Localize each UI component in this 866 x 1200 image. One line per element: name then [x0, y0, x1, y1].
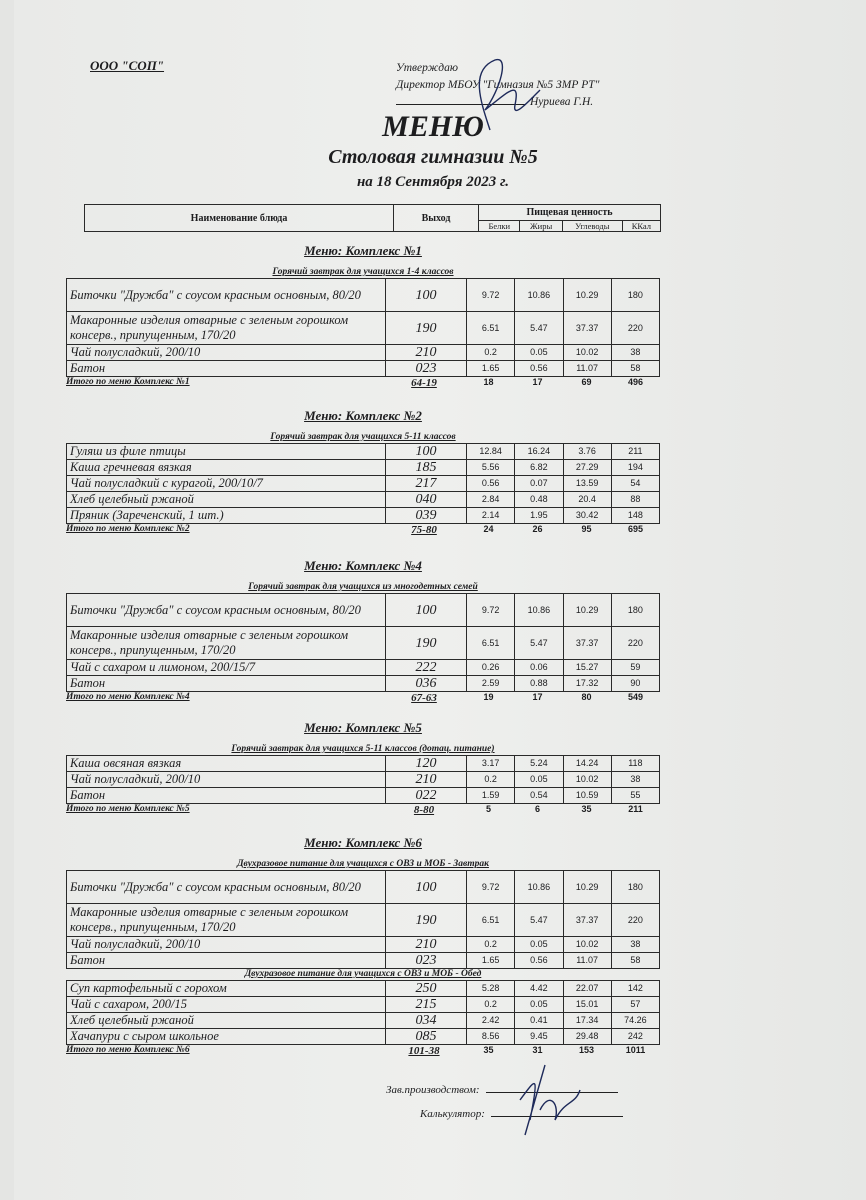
group-subtitle: Горячий завтрак для учащихся 5-11 классов	[270, 432, 456, 442]
kcal: 90	[611, 676, 659, 692]
protein: 0.2	[467, 772, 515, 788]
dish-output: 210	[386, 772, 467, 788]
total-protein: 24	[483, 524, 494, 534]
kcal: 220	[611, 904, 659, 937]
table-row	[67, 460, 660, 476]
protein: 0.2	[467, 997, 515, 1013]
handwritten-signature	[500, 1060, 590, 1140]
total-carbs: 95	[581, 524, 592, 534]
protein: 2.84	[467, 492, 515, 508]
table-row	[67, 981, 660, 997]
kcal: 38	[611, 772, 659, 788]
menu-section	[66, 243, 660, 391]
menu-table	[66, 593, 660, 692]
kcal: 59	[611, 660, 659, 676]
dish-name: Биточки "Дружба" с соусом красным основным, 80/20	[67, 594, 386, 627]
total-protein: 5	[485, 804, 491, 814]
menu-table	[66, 443, 660, 524]
dish-name: Каша гречневая вязкая	[67, 460, 386, 476]
section-total	[66, 377, 660, 391]
protein: 5.56	[467, 460, 515, 476]
group-subtitle: Горячий завтрак для учащихся из многодетных семей	[248, 582, 478, 592]
kcal: 58	[611, 953, 659, 969]
group-subtitle: Горячий завтрак для учащихся 5-11 классов (дотац. питание)	[231, 744, 495, 754]
dish-output: 100	[386, 444, 467, 460]
director-name: Нуриева Г.Н.	[530, 96, 594, 108]
fat: 0.54	[515, 788, 563, 804]
menu-section	[66, 835, 660, 1059]
total-output: 101-38	[408, 1045, 440, 1057]
protein: 6.51	[467, 312, 515, 345]
col-nutrition: Пищевая ценность	[479, 205, 661, 221]
fat: 10.86	[515, 594, 563, 627]
approval-label: Утверждаю	[396, 62, 458, 74]
fat: 0.56	[515, 361, 563, 377]
table-row	[67, 345, 660, 361]
table-row	[67, 660, 660, 676]
carbs: 37.37	[563, 904, 611, 937]
fat: 0.48	[515, 492, 563, 508]
table-row	[67, 508, 660, 524]
section-title: Меню: Комплекс №5	[304, 720, 422, 735]
dish-output: 190	[386, 904, 467, 937]
table-row	[67, 772, 660, 788]
total-label: Итого по меню Комплекс №4	[66, 692, 190, 702]
kcal: 54	[611, 476, 659, 492]
col-name: Наименование блюда	[85, 205, 394, 232]
table-row	[67, 279, 660, 312]
table-row	[67, 871, 660, 904]
total-fat: 6	[534, 804, 540, 814]
dish-name: Макаронные изделия отварные с зеленым горошком консерв., припущенным, 170/20	[67, 904, 386, 937]
dish-name: Гуляш из филе птицы	[67, 444, 386, 460]
protein: 6.51	[467, 904, 515, 937]
carbs: 13.59	[563, 476, 611, 492]
total-carbs: 35	[581, 804, 592, 814]
kcal: 88	[611, 492, 659, 508]
total-label: Итого по меню Комплекс №1	[66, 377, 190, 387]
total-protein: 19	[483, 692, 494, 702]
menu-section	[66, 558, 660, 706]
table-row	[67, 904, 660, 937]
total-kcal: 695	[627, 524, 644, 534]
total-fat: 26	[532, 524, 543, 534]
dish-output: 250	[386, 981, 467, 997]
carbs: 10.29	[563, 279, 611, 312]
fat: 0.07	[515, 476, 563, 492]
dish-output: 210	[386, 937, 467, 953]
dish-name: Хлеб целебный ржаной	[67, 492, 386, 508]
carbs: 30.42	[563, 508, 611, 524]
dish-name: Батон	[67, 788, 386, 804]
total-kcal: 496	[627, 377, 644, 387]
table-row	[67, 788, 660, 804]
kcal: 211	[611, 444, 659, 460]
fat: 0.41	[515, 1013, 563, 1029]
dish-output: 100	[386, 279, 467, 312]
dish-output: 023	[386, 361, 467, 377]
dish-name: Чай полусладкий с курагой, 200/10/7	[67, 476, 386, 492]
total-output: 8-80	[413, 804, 435, 816]
total-label: Итого по меню Комплекс №2	[66, 524, 190, 534]
carbs: 10.02	[563, 345, 611, 361]
dish-output: 040	[386, 492, 467, 508]
carbs: 10.29	[563, 594, 611, 627]
total-protein: 35	[483, 1045, 494, 1055]
total-output: 67-63	[411, 692, 437, 704]
carbs: 14.24	[563, 756, 611, 772]
kcal: 38	[611, 937, 659, 953]
dish-name: Биточки "Дружба" с соусом красным основным, 80/20	[67, 279, 386, 312]
table-row	[67, 937, 660, 953]
kcal: 180	[611, 594, 659, 627]
fat: 0.88	[515, 676, 563, 692]
menu-section	[66, 408, 660, 538]
col-carbs: Углеводы	[562, 221, 622, 232]
dish-output: 036	[386, 676, 467, 692]
table-row	[67, 997, 660, 1013]
protein: 12.84	[467, 444, 515, 460]
kcal: 74.26	[611, 1013, 659, 1029]
dish-name: Чай полусладкий, 200/10	[67, 772, 386, 788]
section-total	[66, 524, 660, 538]
fat: 0.05	[515, 345, 563, 361]
kcal: 242	[611, 1029, 659, 1045]
dish-name: Хлеб целебный ржаной	[67, 1013, 386, 1029]
dish-output: 222	[386, 660, 467, 676]
col-fat: Жиры	[520, 221, 562, 232]
dish-output: 185	[386, 460, 467, 476]
dish-output: 100	[386, 594, 467, 627]
dish-output: 100	[386, 871, 467, 904]
protein: 0.2	[467, 345, 515, 361]
kcal: 38	[611, 345, 659, 361]
fat: 0.06	[515, 660, 563, 676]
fat: 16.24	[515, 444, 563, 460]
fat: 9.45	[515, 1029, 563, 1045]
total-kcal: 1011	[625, 1045, 646, 1055]
total-carbs: 153	[578, 1045, 595, 1055]
carbs: 17.32	[563, 676, 611, 692]
dish-name: Каша овсяная вязкая	[67, 756, 386, 772]
table-row	[67, 953, 660, 969]
dish-name: Макаронные изделия отварные с зеленым горошком консерв., припущенным, 170/20	[67, 627, 386, 660]
total-protein: 18	[483, 377, 494, 387]
section-title: Меню: Комплекс №2	[304, 408, 422, 423]
total-fat: 17	[532, 377, 543, 387]
kcal: 142	[611, 981, 659, 997]
carbs: 10.02	[563, 772, 611, 788]
carbs: 10.02	[563, 937, 611, 953]
col-kcal: ККал	[622, 221, 660, 232]
protein: 9.72	[467, 871, 515, 904]
total-carbs: 80	[581, 692, 592, 702]
kcal: 148	[611, 508, 659, 524]
fat: 5.47	[515, 627, 563, 660]
dish-output: 210	[386, 345, 467, 361]
carbs: 37.37	[563, 312, 611, 345]
protein: 0.56	[467, 476, 515, 492]
dish-name: Чай полусладкий, 200/10	[67, 937, 386, 953]
menu-table	[66, 755, 660, 804]
protein: 0.26	[467, 660, 515, 676]
carbs: 37.37	[563, 627, 611, 660]
total-output: 75-80	[411, 524, 437, 536]
section-title: Меню: Комплекс №1	[304, 243, 422, 258]
menu-table	[66, 980, 660, 1045]
organization-name: ООО "СОП"	[90, 58, 165, 73]
section-total	[66, 692, 660, 706]
dish-name: Макаронные изделия отварные с зеленым горошком консерв., припущенным, 170/20	[67, 312, 386, 345]
total-label: Итого по меню Комплекс №5	[66, 804, 190, 814]
total-output: 64-19	[411, 377, 437, 389]
protein: 2.42	[467, 1013, 515, 1029]
dish-name: Батон	[67, 361, 386, 377]
protein: 0.2	[467, 937, 515, 953]
table-row	[67, 1013, 660, 1029]
protein: 6.51	[467, 627, 515, 660]
menu-date: на 18 Сентября 2023 г.	[356, 174, 510, 190]
dish-name: Пряник (Зареченский, 1 шт.)	[67, 508, 386, 524]
dish-name: Батон	[67, 676, 386, 692]
protein: 9.72	[467, 594, 515, 627]
dish-output: 190	[386, 627, 467, 660]
dish-output: 085	[386, 1029, 467, 1045]
table-row	[67, 756, 660, 772]
fat: 5.47	[515, 312, 563, 345]
kcal: 220	[611, 312, 659, 345]
dish-output: 023	[386, 953, 467, 969]
column-header-table	[84, 204, 661, 232]
dish-output: 034	[386, 1013, 467, 1029]
menu-table	[66, 870, 660, 969]
kcal: 180	[611, 279, 659, 312]
carbs: 20.4	[563, 492, 611, 508]
kcal: 180	[611, 871, 659, 904]
protein: 1.59	[467, 788, 515, 804]
production-label: Зав.производством:	[386, 1084, 480, 1096]
carbs: 11.07	[563, 953, 611, 969]
carbs: 11.07	[563, 361, 611, 377]
table-row	[67, 312, 660, 345]
carbs: 29.48	[563, 1029, 611, 1045]
table-row	[67, 492, 660, 508]
group-subtitle: Двухразовое питание для учащихся с ОВЗ и МОБ - Завтрак	[237, 859, 489, 869]
kcal: 58	[611, 361, 659, 377]
table-row	[67, 594, 660, 627]
protein: 1.65	[467, 953, 515, 969]
section-total	[66, 804, 660, 818]
section-total	[66, 1045, 660, 1059]
fat: 0.05	[515, 772, 563, 788]
carbs: 3.76	[563, 444, 611, 460]
kcal: 194	[611, 460, 659, 476]
section-title: Меню: Комплекс №6	[304, 835, 422, 850]
fat: 1.95	[515, 508, 563, 524]
fat: 0.05	[515, 997, 563, 1013]
protein: 2.14	[467, 508, 515, 524]
dish-output: 215	[386, 997, 467, 1013]
table-row	[67, 627, 660, 660]
kcal: 118	[611, 756, 659, 772]
menu-table	[66, 278, 660, 377]
protein: 3.17	[467, 756, 515, 772]
fat: 5.24	[515, 756, 563, 772]
menu-section	[66, 720, 660, 818]
fat: 0.05	[515, 937, 563, 953]
approval-director: Директор МБОУ "Гимназия №5 ЗМР РТ"	[396, 79, 600, 91]
carbs: 22.07	[563, 981, 611, 997]
total-fat: 17	[532, 692, 543, 702]
carbs: 17.34	[563, 1013, 611, 1029]
fat: 5.47	[515, 904, 563, 937]
protein: 9.72	[467, 279, 515, 312]
fat: 10.86	[515, 871, 563, 904]
table-row	[67, 1029, 660, 1045]
total-fat: 31	[532, 1045, 543, 1055]
fat: 4.42	[515, 981, 563, 997]
protein: 8.56	[467, 1029, 515, 1045]
fat: 0.56	[515, 953, 563, 969]
dish-name: Чай с сахаром, 200/15	[67, 997, 386, 1013]
page-subtitle: Столовая гимназии №5	[328, 146, 538, 168]
total-carbs: 69	[581, 377, 592, 387]
dish-name: Чай с сахаром и лимоном, 200/15/7	[67, 660, 386, 676]
group-subtitle: Горячий завтрак для учащихся 1-4 классов	[272, 267, 454, 277]
dish-name: Чай полусладкий, 200/10	[67, 345, 386, 361]
col-output: Выход	[394, 205, 479, 232]
dish-name: Батон	[67, 953, 386, 969]
kcal: 55	[611, 788, 659, 804]
total-kcal: 549	[627, 692, 644, 702]
dish-name: Биточки "Дружба" с соусом красным основным, 80/20	[67, 871, 386, 904]
protein: 2.59	[467, 676, 515, 692]
dish-output: 022	[386, 788, 467, 804]
fat: 6.82	[515, 460, 563, 476]
dish-name: Суп картофельный с горохом	[67, 981, 386, 997]
table-row	[67, 361, 660, 377]
section-title: Меню: Комплекс №4	[304, 558, 422, 573]
dish-output: 190	[386, 312, 467, 345]
table-row	[67, 676, 660, 692]
carbs: 15.27	[563, 660, 611, 676]
protein: 5.28	[467, 981, 515, 997]
carbs: 15.01	[563, 997, 611, 1013]
dish-output: 217	[386, 476, 467, 492]
group-subtitle: Двухразовое питание для учащихся с ОВЗ и МОБ - Обед	[244, 969, 482, 979]
dish-name: Хачапури с сыром школьное	[67, 1029, 386, 1045]
protein: 1.65	[467, 361, 515, 377]
total-kcal: 211	[628, 804, 643, 814]
dish-output: 120	[386, 756, 467, 772]
fat: 10.86	[515, 279, 563, 312]
total-label: Итого по меню Комплекс №6	[66, 1045, 190, 1055]
table-row	[67, 444, 660, 460]
carbs: 10.59	[563, 788, 611, 804]
carbs: 10.29	[563, 871, 611, 904]
kcal: 220	[611, 627, 659, 660]
page-title: МЕНЮ	[382, 110, 484, 143]
carbs: 27.29	[563, 460, 611, 476]
col-protein: Белки	[479, 221, 520, 232]
kcal: 57	[611, 997, 659, 1013]
dish-output: 039	[386, 508, 467, 524]
table-row	[67, 476, 660, 492]
calculator-label: Калькулятор:	[420, 1108, 485, 1120]
